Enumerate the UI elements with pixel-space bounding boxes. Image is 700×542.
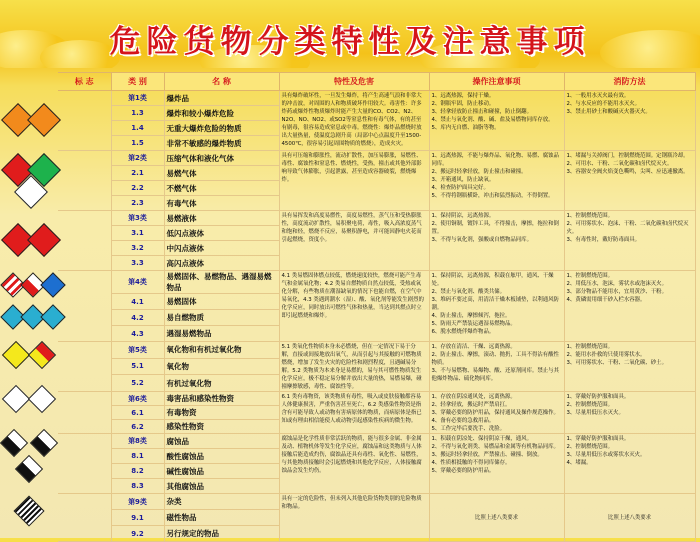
- category-cell: 第1类: [111, 91, 164, 106]
- category-cell: 4.2: [111, 310, 164, 326]
- category-cell: 4.3: [111, 326, 164, 342]
- gas-symbol: [2, 152, 57, 212]
- organic-peroxide-icon: [28, 341, 56, 369]
- page-title: 危险货物分类特性及注意事项: [109, 24, 591, 60]
- category-cell: 第3类: [111, 211, 164, 226]
- category-cell: 第2类: [111, 151, 164, 166]
- name-cell: 碱性腐蚀品: [164, 464, 279, 479]
- property-cell: 5.1 类氧化性物质本身未必燃烧，但在一定情况下易于分解，直接或间接地放出氧气，从而引起与其接触的可燃物质燃烧，增加了发生火灾的危险性和剧烈程度，且遇碱易分解。5.2 类物质为本来身是易燃的，易与其可燃性物质发生化学反应，极不稳定易分解并放出大量的热，易燃易爆，碰撞摩擦敏感，毒性、腐蚀性等。: [279, 342, 429, 392]
- category-cell: 8.1: [111, 449, 164, 464]
- name-cell: 不燃气体: [164, 181, 279, 196]
- symbol-cell: [58, 342, 111, 392]
- infectious-icon: [28, 385, 56, 413]
- category-cell: 3.2: [111, 241, 164, 256]
- table-row: [58, 392, 695, 406]
- category-cell: 3.3: [111, 256, 164, 271]
- corrosive-symbol: [2, 425, 57, 485]
- explosive-1-5-icon: [27, 103, 61, 137]
- table-row: [58, 91, 695, 106]
- corrosive-icon-2: [30, 429, 58, 457]
- category-cell: 3.1: [111, 226, 164, 241]
- name-cell: 易燃固体: [164, 294, 279, 310]
- name-cell: 有毒气体: [164, 196, 279, 211]
- category-cell: 1.3: [111, 106, 164, 121]
- toxic-symbol: [2, 381, 57, 424]
- category-cell: 第4类: [111, 271, 164, 294]
- name-cell: 易自燃物质: [164, 310, 279, 326]
- flammable-liquid-alt-icon: [27, 223, 61, 257]
- oxidizer-symbol: [2, 337, 57, 380]
- table-row: [58, 494, 695, 510]
- category-cell: 5.2: [111, 375, 164, 392]
- operation-cell: 1、远离热源，保持干燥。 2、钢瓶牢固，防止移动。 3、轻拿轻放防止撞击和碰撞，防止倒翻。 4、禁止与氧化剂、酸、碱、盐及易燃物同库存放。 5、库内无自燃、油脂等物。: [429, 91, 564, 151]
- operation-cell: 1、存放在阴凉通风处，远离热源。 2、轻拿轻放，搬运时严禁肩扛。 3、穿戴必要的防护用品，保持通风及操作规范操作。 4、备有必要的急救用品。 5、工作完毕后要洗手、洗脸。: [429, 392, 564, 434]
- table-header-row: [58, 73, 695, 91]
- fire-cell: 1、控制燃烧范围。 2、用低压水，泡沫，雾状水或泡沫灭火。 3、部分物品不能用水，宜用黄沙、干粉。 4、黄磷需用细干砂入栏水容器。: [564, 271, 695, 342]
- name-cell: 氧化物: [164, 358, 279, 375]
- name-cell: 无重大爆炸危险的物质: [164, 121, 279, 136]
- name-cell: 氧化物和有机过氧化物: [164, 342, 279, 359]
- misc-dangerous-icon: [13, 495, 44, 526]
- operation-cell: 1、存放在清洁、干燥、远离热源。 2、防止撞击、摩擦，滚动、抛扔，工具不得沾有酸性物质。 3、不与易燃物、易爆物、酸、还原剂同库。禁止与其他爆炸物品、硫化物同库。: [429, 342, 564, 392]
- name-cell: 高闪点液体: [164, 256, 279, 271]
- category-cell: 第6类: [111, 392, 164, 406]
- header-symbol: 标 志: [58, 73, 111, 91]
- toxic-icon: [2, 385, 30, 413]
- category-cell: 第9类: [111, 494, 164, 510]
- property-cell: 具有一定的危险性，但未列入其他危险货物类别的危险物质和物品。: [279, 494, 429, 542]
- name-cell: 酸性腐蚀品: [164, 449, 279, 464]
- fire-cell: 1、堵漏与关掉阀门，控制燃烧范围。定钢瓶冷却。 2、可用水、干粉、二氧化碳和卤代烷灭火。 3、容器安全阀火焰变色嘶鸣，尖叫、应迅速撤离。: [564, 151, 695, 211]
- table-row: [58, 434, 695, 449]
- name-cell: 非常不敏感的爆炸物质: [164, 136, 279, 151]
- name-cell: 毒害品和感染性物资: [164, 392, 279, 406]
- property-cell: 6.1 类有毒物资，该类物质有毒性，吸入或皮肤接触都容易人体健康损害，严重伤害甚至死亡，6.2 类感染性物资是指含有可能导致人或动物有害病原体的物质，而病原体是指已知或有理由相信能使人或动物引起感染性疾病的微生物。: [279, 392, 429, 434]
- property-cell: 具有可压缩和膨胀性，流动扩散性，加压易膨胀，易燃性、毒性、腐蚀性和窒息性、燃烧性，受热，撞击或其他外部影响导致气体膨胀，引起泄露，甚至造成容器破裂，燃烧爆炸。: [279, 151, 429, 211]
- header-operation: 操作注意事项: [429, 73, 564, 91]
- category-cell: 1.5: [111, 136, 164, 151]
- name-cell: 感染性物资: [164, 420, 279, 434]
- name-cell: 有毒物资: [164, 406, 279, 420]
- oxidizer-icon: [2, 341, 30, 369]
- operation-cell: 1、保持阴凉，远离热源，积载在舷甲，通风、干燥处。 2、禁止与氧化剂、酸类共储。 3、堆码不要过高，用清洁干燥木板铺垫，以利通风防潮。 4、防止撞击，摩擦倾泻，拖拉。 5、防雨天严禁装运遇湿易燃物品。 6、脱水燃烧伴爆炸物品。: [429, 271, 564, 342]
- symbol-cell: [58, 91, 111, 151]
- symbol-cell: [58, 271, 111, 342]
- name-cell: 爆炸品: [164, 91, 279, 106]
- table-row: [58, 342, 695, 359]
- corrosive-icon-3: [15, 455, 43, 483]
- property-cell: 腐蚀品是化学性质非常活跃的物质，能与很多金属、非金属及动、植物机体等发生化学反应，腐蚀品和这类物质与人体接触后能造成灼伤，腐蚀品还具有毒性、氧化性、易燃性，与其他物质接触时会引起燃烧和其他化学反应，人体接触腐蚀品会发生灼伤。: [279, 434, 429, 494]
- name-cell: 杂类: [164, 494, 279, 510]
- misc-symbol: [2, 488, 57, 536]
- name-cell: 低闪点液体: [164, 226, 279, 241]
- flammable-liquid-symbol: [2, 212, 57, 272]
- category-cell: 6.1: [111, 406, 164, 420]
- header-name: 名 称: [164, 73, 279, 91]
- property-cell: 4.1 类易燃固体燃点较低，燃烧速度较快，燃烧可能产生毒气和金属氧化物；4.2 类易自燃物质自然点较低，受热或氧化分解，有些物质在潮湿缺氧的情况下也能自燃，在空气中易氧化，4.3 类遇到潮水（湿）、酸、氧化剂等能发生剧烈的化学反应，同时放出可燃性气体和热量，当达到其燃点时立即引起燃烧和爆炸。: [279, 271, 429, 342]
- category-cell: 2.1: [111, 166, 164, 181]
- category-cell: 第5类: [111, 342, 164, 359]
- category-cell: 2.3: [111, 196, 164, 211]
- category-cell: 6.2: [111, 420, 164, 434]
- category-cell: 8.3: [111, 479, 164, 494]
- fire-cell: 1、穿戴好防护服和面具。 2、控制燃烧范围。 3、尽量用低压水或雾状水灭火。 4、堵漏。: [564, 434, 695, 494]
- table-row: [58, 271, 695, 294]
- name-cell: 中闪点液体: [164, 241, 279, 256]
- name-cell: 压缩气体和液化气体: [164, 151, 279, 166]
- name-cell: 遇湿易燃物品: [164, 326, 279, 342]
- table-row: [58, 211, 695, 226]
- category-cell: 9.1: [111, 510, 164, 526]
- corrosive-icon: [0, 429, 28, 457]
- property-cell: 具有易挥发和高度易燃性，高度易燃性，蒸气压和受热膨胀性，高度流动扩散性，易积聚电荷，毒性，吸入高浓度蒸气和饱和烃，燃烧不反应，易聚积静电，并可能因静电火花而引起燃烧，资度小。: [279, 211, 429, 271]
- name-cell: 磁性物品: [164, 510, 279, 526]
- hazard-table: [58, 72, 696, 542]
- symbol-cell: [58, 434, 111, 494]
- operation-cell: 比照上述八类要求: [429, 494, 564, 542]
- category-cell: 9.2: [111, 526, 164, 542]
- fire-cell: 1、一般用水灭火最有效。 2、与水反应的不能用水灭火。 3、禁止用砂土和酸碱灭火器灭火。: [564, 91, 695, 151]
- fire-cell: 1、穿戴好防护服和面具。 2、控制燃烧范围。 3、尽量用低压水灭火。: [564, 392, 695, 434]
- name-cell: 另行规定的物品: [164, 526, 279, 542]
- category-cell: 第8类: [111, 434, 164, 449]
- category-cell: 2.2: [111, 181, 164, 196]
- explosive-symbol: [2, 92, 57, 152]
- header-fire: 消防方法: [564, 73, 695, 91]
- fire-cell: 1、控制燃烧范围。 2、可用雾状水、泡沫、干粉、二氧化碳和卤代烷灭火。 3、有毒性时，戴好防毒面具。: [564, 211, 695, 271]
- category-cell: 1.4: [111, 121, 164, 136]
- name-cell: 易燃气体: [164, 166, 279, 181]
- symbol-cell: [58, 392, 111, 434]
- operation-cell: 1、远离热源，不能与爆炸品、氧化物、易燃、腐蚀品同库。 2、搬运时轻拿轻放，防止撞击和碰撞。 3、开箱通风，防止缺氧。 4、检查防护面具完好。 5、不得将钢瓶横卧，冲击和猛烈振动，不得倒置。: [429, 151, 564, 211]
- fire-cell: 比照上述八类要求: [564, 494, 695, 542]
- header-property: 特性及危害: [279, 73, 429, 91]
- flammable-solid-symbol: [2, 272, 57, 336]
- name-cell: 易燃液体: [164, 211, 279, 226]
- name-cell: 易燃固体、易燃物品、遇湿易燃物品: [164, 271, 279, 294]
- symbol-cell: [58, 211, 111, 271]
- property-cell: 具有爆炸破坏性，一旦发生爆炸，将产生高速气浪和非常大的冲击波，对周围的人和物质破坏作用较大。毒害性：许多炸药或爆炸性物质爆炸时能产生大量的CO、CO2、N2、N2O、NO、NO2、或SO2等窒息性和有毒气体，有的甚至有剧毒，很容易造成窒息或中毒。燃烧性：爆炸品燃烧时放出大量热量，使温度急剧升高（局部中心点温度升至1500-4500℃，很容易引起周围物质的燃烧），造成火灾。: [279, 91, 429, 151]
- operation-cell: 1、积载在阴凉处、保持阴凉干燥，通风。 2、不得与氧化剂类、易燃品和金属等有机物品同库。 3、搬运时轻拿轻放，严禁撞击、碰撞、倒放。 4、性质相抵触的不得同库储存。 5、穿戴必要的防护用品。: [429, 434, 564, 494]
- fire-cell: 1、控制燃烧范围。 2、能用水扑救的只使用雾状水。 3、可用雾状水、干粉、二氧化碳、砂土。: [564, 342, 695, 392]
- table-row: [58, 151, 695, 166]
- symbol-cell: [58, 494, 111, 542]
- name-cell: 爆炸和较小爆炸危险: [164, 106, 279, 121]
- category-cell: 4.1: [111, 294, 164, 310]
- header-category: 类 别: [111, 73, 164, 91]
- name-cell: 其他腐蚀品: [164, 479, 279, 494]
- symbol-cell: [58, 151, 111, 211]
- category-cell: 8.2: [111, 464, 164, 479]
- name-cell: 腐蚀品: [164, 434, 279, 449]
- header-banner: [0, 0, 700, 68]
- operation-cell: 1、保持阴凉，远离热源。 2、使用铜制，镀锌工具，不得撞击，摩擦，拖拉和倒置。 3、不得与氧化剂，强酸或自燃物品同库。: [429, 211, 564, 271]
- category-cell: 5.1: [111, 358, 164, 375]
- name-cell: 有机过氧化物: [164, 375, 279, 392]
